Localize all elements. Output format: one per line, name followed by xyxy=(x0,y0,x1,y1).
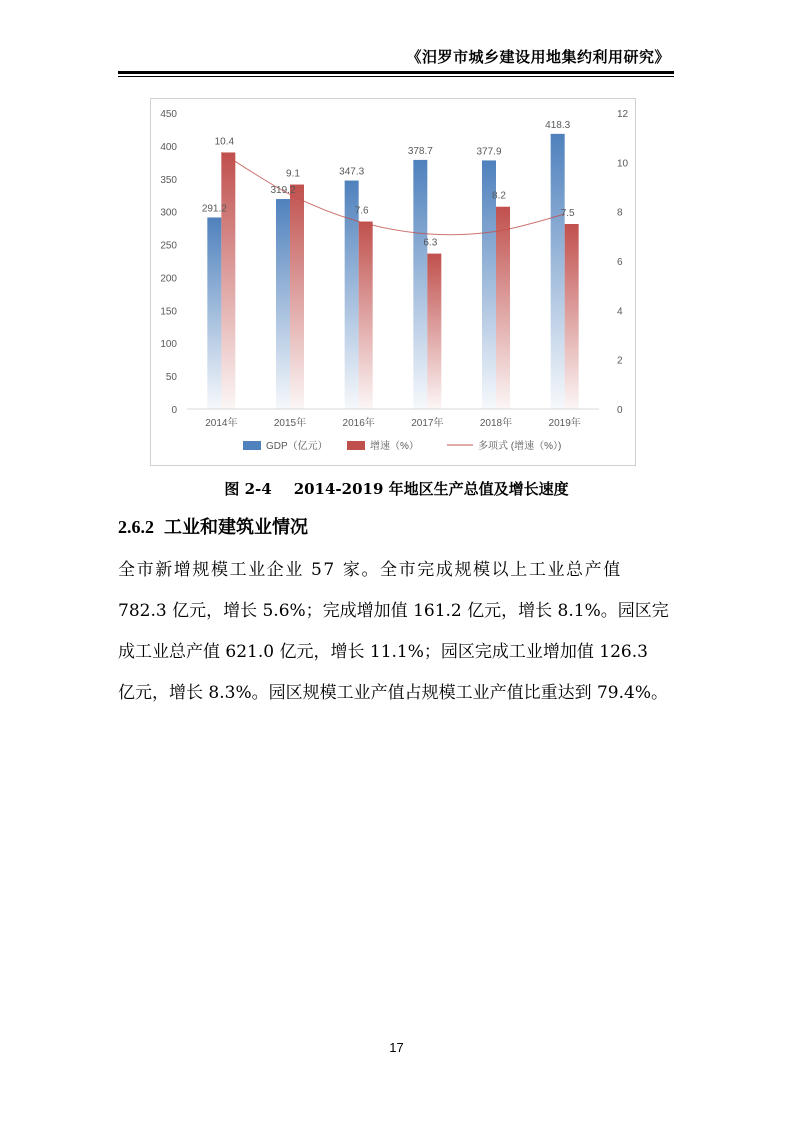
y-left-tick-label: 200 xyxy=(160,273,177,285)
section-title: 工业和建筑业情况 xyxy=(164,517,308,538)
data-label-growth: 8.2 xyxy=(492,190,506,202)
data-label-gdp: 319.2 xyxy=(270,185,296,197)
y-left-tick-label: 400 xyxy=(160,141,177,153)
paragraph-line-1: 全市新增规模工业企业 57 家。全市完成规模以上工业总产值 xyxy=(118,560,622,580)
y-left-tick-label: 450 xyxy=(160,109,177,120)
figure-caption xyxy=(0,478,793,499)
y-left-tick-label: 250 xyxy=(160,240,177,252)
figure-number: 图 2-4 xyxy=(224,480,272,498)
legend-label-growth: 增速（%） xyxy=(370,441,419,452)
paragraph-line-3: 成工业总产值 621.0 亿元，增长 11.1%；园区完成工业增加值 126.3 xyxy=(118,642,648,662)
data-label-gdp: 377.9 xyxy=(476,146,502,158)
data-label-growth: 9.1 xyxy=(286,168,300,180)
x-tick-label: 2014年 xyxy=(205,418,238,429)
legend-swatch-growth xyxy=(347,441,365,450)
y-left-tick-label: 350 xyxy=(160,174,177,186)
y-left-tick-label: 100 xyxy=(160,339,177,351)
bar-gdp xyxy=(276,199,290,409)
data-label-gdp: 418.3 xyxy=(545,119,571,131)
legend-label-trendline: 多项式 (增速（%）) xyxy=(478,441,562,452)
y-right-tick-label: 2 xyxy=(617,355,623,367)
y-left-tick-label: 150 xyxy=(160,306,177,318)
x-tick-label: 2018年 xyxy=(479,418,513,429)
running-header: 《汨罗市城乡建设用地集约利用研究》 xyxy=(406,48,670,66)
y-left-tick-label: 50 xyxy=(165,372,177,384)
bar-growth xyxy=(496,207,510,409)
section-heading xyxy=(118,513,308,539)
bar-growth xyxy=(427,254,441,409)
x-tick-label: 2016年 xyxy=(342,418,375,429)
bar-gdp xyxy=(551,134,565,409)
x-tick-label: 2017年 xyxy=(411,418,444,429)
gdp-growth-chart xyxy=(150,98,636,466)
y-right-tick-label: 6 xyxy=(617,257,623,268)
data-label-growth: 6.3 xyxy=(423,237,438,249)
data-label-growth: 7.6 xyxy=(354,205,369,217)
bar-growth xyxy=(359,222,373,409)
y-right-tick-label: 12 xyxy=(617,109,629,120)
legend-swatch-gdp xyxy=(243,441,261,450)
data-label-growth: 10.4 xyxy=(214,136,235,148)
paragraph-line-2: 782.3 亿元，增长 5.6%；完成增加值 161.2 亿元，增长 8.1%。园区完 xyxy=(118,601,669,621)
data-label-gdp: 291.2 xyxy=(201,203,227,215)
data-label-gdp: 378.7 xyxy=(407,145,433,157)
y-left-tick-label: 300 xyxy=(160,207,177,219)
bar-growth xyxy=(290,185,304,409)
bar-growth xyxy=(565,224,579,409)
data-label-growth: 7.5 xyxy=(560,208,575,219)
header-rule-thin xyxy=(118,76,674,77)
bar-growth xyxy=(221,152,235,409)
y-left-tick-label: 0 xyxy=(171,405,177,416)
paragraph-line-4: 亿元，增长 8.3%。园区规模工业产值占规模工业产值比重达到 79.4%。 xyxy=(118,683,669,703)
section-number: 2.6.2 xyxy=(118,517,154,537)
y-right-tick-label: 10 xyxy=(617,158,629,170)
legend-label-gdp: GDP（亿元） xyxy=(266,441,328,452)
bar-gdp xyxy=(413,160,427,409)
header-rule-thick xyxy=(118,71,674,74)
page-number: 17 xyxy=(389,1040,404,1055)
y-right-tick-label: 0 xyxy=(617,405,623,416)
bar-gdp xyxy=(207,217,221,409)
y-right-tick-label: 8 xyxy=(617,207,623,219)
y-right-tick-label: 4 xyxy=(617,306,623,318)
x-tick-label: 2019年 xyxy=(548,418,581,429)
chart-svg xyxy=(151,99,635,465)
data-label-gdp: 347.3 xyxy=(339,166,365,178)
figure-caption-text: 2014-2019 年地区生产总值及增长速度 xyxy=(293,480,569,498)
x-tick-label: 2015年 xyxy=(273,418,307,429)
